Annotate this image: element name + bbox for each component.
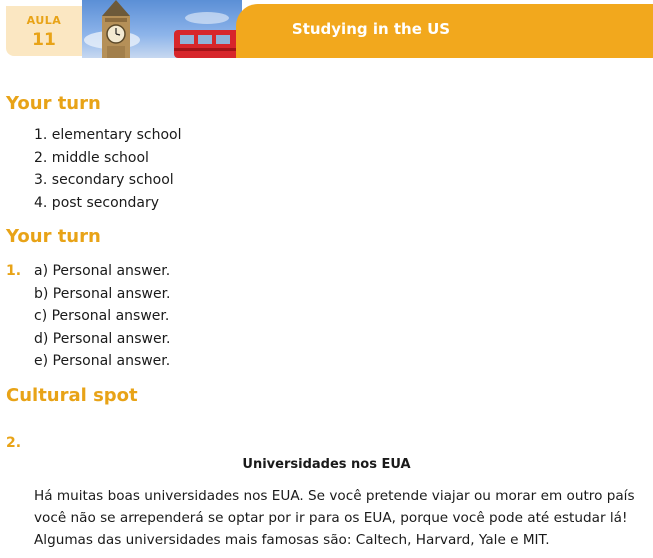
big-ben-illustration — [82, 0, 242, 58]
list-item: a) Personal answer. — [34, 263, 171, 279]
list-item: c) Personal answer. — [34, 308, 170, 324]
list-item: e) Personal answer. — [34, 353, 171, 369]
school-level-list — [34, 124, 182, 214]
paragraph-line: Há muitas boas universidades nos EUA. Se você pretende viajar ou morar em outro país — [34, 488, 635, 504]
lesson-badge — [6, 6, 82, 56]
list-item: 4. post secondary — [34, 194, 160, 211]
section-heading-your-turn: Your turn — [6, 93, 101, 114]
lesson-label: AULA — [26, 14, 62, 27]
page-title: Studying in the US — [291, 20, 451, 38]
lesson-number: 11 — [32, 30, 56, 50]
list-item: 3. secondary school — [34, 172, 174, 188]
exercise-number-2: 2. — [6, 435, 22, 451]
section-heading-cultural-spot: Cultural spot — [6, 385, 138, 406]
paragraph-line: você não se arrependerá se optar por ir para os EUA, porque você pode até estudar lá! — [34, 510, 628, 526]
article-subtitle: Universidades nos EUA — [242, 457, 411, 472]
list-item: 2. middle school — [34, 149, 149, 166]
lesson-header — [0, 0, 653, 60]
answers-list — [34, 260, 171, 373]
big-ben-photo — [82, 0, 242, 58]
article-paragraph — [34, 485, 652, 551]
list-item: d) Personal answer. — [34, 330, 171, 347]
list-item: 1. elementary school — [34, 127, 182, 143]
section-heading-your-turn-2: Your turn — [6, 226, 101, 247]
list-item: b) Personal answer. — [34, 285, 171, 302]
exercise-number: 1. — [6, 263, 22, 279]
title-bar — [236, 4, 653, 58]
paragraph-line: Algumas das universidades mais famosas são: Caltech, Harvard, Yale e MIT. — [34, 532, 550, 548]
